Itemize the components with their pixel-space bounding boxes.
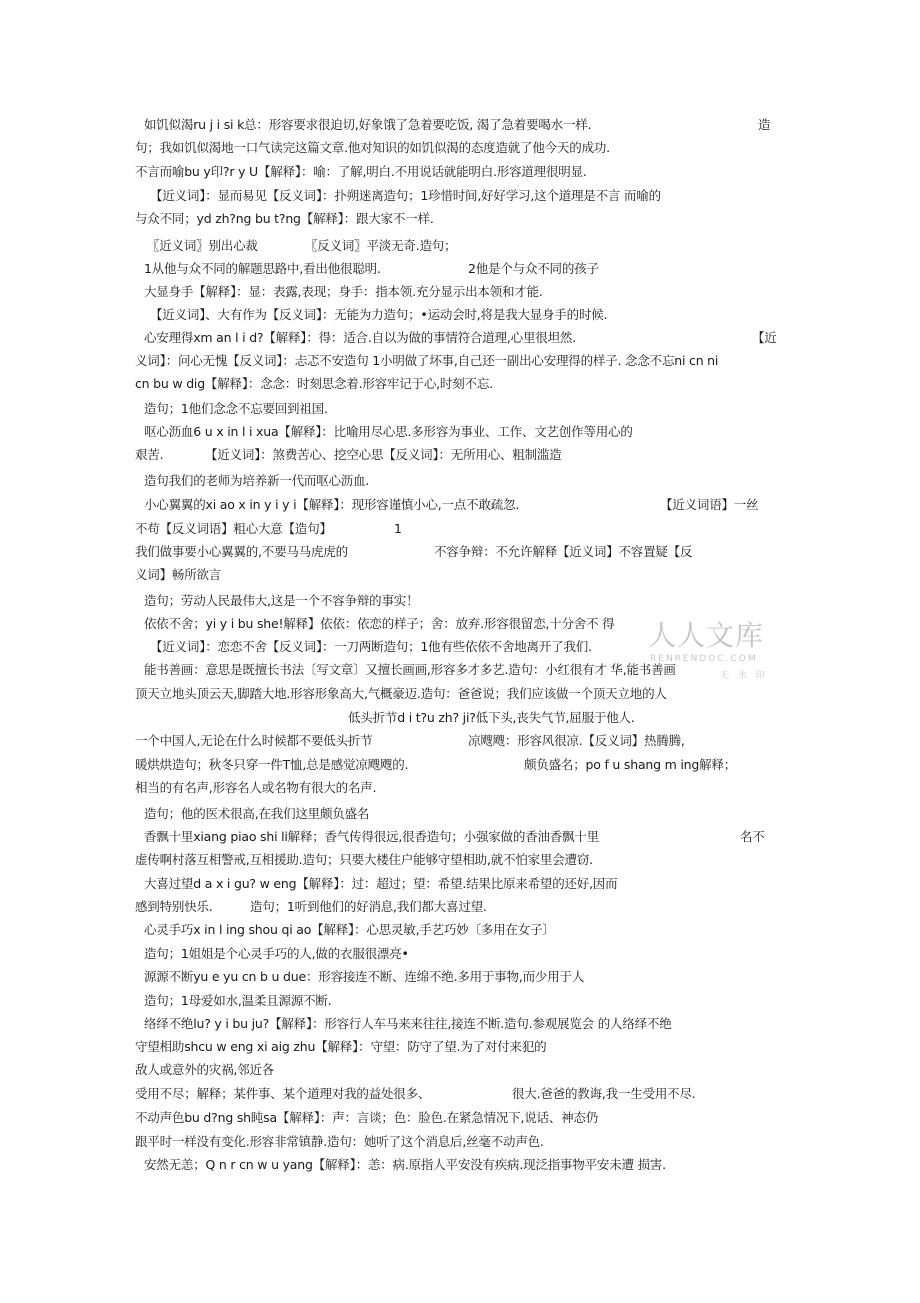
text-line: 敌人或意外的灾祸,邻近各 bbox=[135, 1062, 275, 1077]
text-line: 呕心沥血6 u x in l i xua【解释】：比喻用尽心思.多形容为事业、工作、文艺创作等用心的 bbox=[144, 424, 633, 439]
watermark-subtitle: 无 水 印 bbox=[720, 671, 768, 681]
text-line: 源源不断yu e yu cn b u due：形容接连不断、连绵不绝.多用于事物,而少用于人 bbox=[144, 969, 585, 984]
text-line: 相当的有名声,形容名人或名物有很大的名声. bbox=[135, 780, 377, 795]
text-line: 凉飕飕：形容风很凉.【反义词】热腾腾, bbox=[468, 733, 685, 748]
text-line: 能书善画：意思是既擅长书法〔写文章〕又擅长画画,形容多才多艺.造句：小红很有才 华,能书善画 bbox=[144, 662, 676, 677]
text-line: 不苟【反义词语】粗心大意【造句】 bbox=[135, 521, 332, 536]
text-line: 我们做事要小心翼翼的,不要马马虎虎的 bbox=[135, 544, 348, 559]
text-line: 义词】畅所欲言 bbox=[135, 567, 222, 582]
text-line: 一个中国人,无论在什么时候都不要低头折节 bbox=[135, 733, 373, 748]
text-line: 大喜过望d a x i gu? w eng【解释】：过：超过；望：希望.结果比原来希望的还好,因而 bbox=[144, 876, 618, 891]
text-line: 与众不同；yd zh?ng bu t?ng【解释】：跟大家不一样. bbox=[135, 211, 434, 226]
text-line: 【近 bbox=[752, 330, 777, 345]
text-line: 造句；1姐姐是个心灵手巧的人,做的衣服很漂亮• bbox=[144, 946, 409, 961]
text-line: 香飘十里xiang piao shi li解释；香气传得很远,很香造句；小强家做的香油香飘十里 bbox=[144, 829, 599, 844]
text-line: 造句；1听到他们的好消息,我们都大喜过望. bbox=[250, 899, 487, 914]
text-line: 【近义词】：恋恋不舍【反义词】：一刀两断造句；1他有些依依不舍地离开了我们. bbox=[150, 639, 592, 654]
text-line: 顶天立地头顶云天,脚踏大地.形容形象高大,气概豪迈.造句：爸爸说；我们应该做一个顶天立地的人 bbox=[135, 686, 667, 701]
text-line: 1 bbox=[394, 521, 402, 536]
text-line: 2他是个与众不同的孩子 bbox=[468, 261, 599, 276]
text-line: 大显身手【解释】：显：表露,表现；身手：指本领.充分显示出本领和才能. bbox=[144, 284, 543, 299]
text-line: 暖烘烘造句；秋冬只穿一件T恤,总是感觉凉飕飕的. bbox=[135, 757, 409, 772]
text-line: 句；我如饥似渴地一口气读完这篇文章.他对知识的如饥似渴的态度造就了他今天的成功. bbox=[135, 140, 610, 155]
text-line: 虚传啊村落互相警戒,互相援助.造句；只要大楼住户能够守望相助,就不怕家里会遭窃. bbox=[135, 852, 593, 867]
watermark-url: RENRENDOC.COM bbox=[650, 654, 758, 664]
text-line: 感到特别快乐. bbox=[135, 899, 213, 914]
text-line: 〖近义词〗别出心裁 bbox=[147, 238, 258, 253]
text-line: 不动声色bu d?ng sh盹sa【解释】：声：言谈；色：脸色.在紧急情况下,说话、神态仍 bbox=[135, 1110, 599, 1125]
text-line: 造句我们的老师为培养新一代而呕心沥血. bbox=[144, 473, 370, 488]
text-line: 造句；他的医术很高,在我们这里颇负盛名 bbox=[144, 806, 370, 821]
watermark-title: 人人文库 bbox=[648, 619, 765, 652]
text-line: 义词】：问心无愧【反义词】：忐忑不安造句 1小明做了坏事,自己还一副出心安理得的样子. 念念不忘ni cn ni bbox=[135, 353, 719, 368]
text-line: 1从他与众不同的解题思路中,看出他很聪明. bbox=[144, 261, 381, 276]
text-line: 不容争辩：不允许解释【近义词】不容置疑【反 bbox=[434, 544, 693, 559]
text-line: 低头折节d i t?u zh? ji?低下头,丧失气节,屈服于他人. bbox=[348, 710, 635, 725]
text-line: 依依不舍；yi y i bu she!解释】依依：依恋的样子；舍：放弃.形容很留恋,十分舍不 得 bbox=[144, 616, 615, 631]
text-line: 造句；1他们念念不忘要回到祖国. bbox=[144, 401, 328, 416]
text-line: 很大.爸爸的教诲,我一生受用不尽. bbox=[512, 1086, 696, 1101]
text-line: 【近义词】：煞费苦心、挖空心思【反义词】：无所用心、粗制滥造 bbox=[205, 447, 562, 462]
text-line: 艰苦. bbox=[135, 447, 164, 462]
watermark-logo bbox=[648, 620, 774, 684]
text-line: 跟平时一样没有变化.形容非常镇静.造句：她听了这个消息后,丝毫不动声色. bbox=[135, 1134, 544, 1149]
text-line: 【近义词】、大有作为【反义词】：无能为力造句；•运动会时,将是我大显身手的时候. bbox=[150, 307, 608, 322]
text-line: 造句；劳动人民最伟大,这是一个不容争辩的事实！ bbox=[144, 593, 419, 608]
text-line: 【近义词】：显而易见【反义词】：扑朔迷离造句；1珍惜时间,好好学习,这个道理是不言 而喻的 bbox=[150, 188, 661, 203]
text-line: 安然无恙；Q n r cn w u yang【解释】：恙：病.原指人平安没有疾病.现泛指事物平安未遭 损害. bbox=[144, 1157, 666, 1172]
text-line: 受用不尽；解释；某件事、某个道理对我的益处很多、 bbox=[135, 1086, 431, 1101]
text-line: 如饥似渴ru j i si k总：形容要求很迫切,好象饿了急着要吃饭, 渴了急着要喝水一样. bbox=[144, 117, 592, 132]
text-line: 心灵手巧x in l ing shou qi ao【解释】：心思灵敏,手艺巧妙〔多用在女子〕 bbox=[144, 922, 555, 937]
text-line: 络绎不绝lu? y i bu ju?【解释】：形容行人车马来来往往,接连不断.造句.参观展览会 的人络绎不绝 bbox=[144, 1016, 672, 1031]
text-line: 〖反义词〗平淡无奇.造句； bbox=[305, 238, 457, 253]
text-line: 心安理得xm an l i d?【解释】：得：适合.自以为做的事情符合道理,心里很坦然. bbox=[144, 330, 576, 345]
text-line: 【近义词语】一丝 bbox=[660, 497, 759, 512]
text-line: 小心翼翼的xi ao x in y i y i【解释】：现形容谨慎小心,一点不敢疏忽. bbox=[144, 497, 520, 512]
text-line: 名不 bbox=[740, 829, 765, 844]
text-line: 造句；1母爱如水,温柔且源源不断. bbox=[144, 993, 332, 1008]
text-line: 守望相助shcu w eng xi aig zhu【解释】：守望：防守了望.为了对付来犯的 bbox=[135, 1039, 547, 1054]
text-line: 造 bbox=[758, 117, 771, 132]
text-line: 颇负盛名；po f u shang m ing解释； bbox=[524, 757, 737, 772]
text-line: cn bu w dig【解释】：念念：时刻思念着.形容牢记于心,时刻不忘. bbox=[135, 376, 493, 391]
text-line: 不言而喻bu y印?r y U【解释】：喻：了解,明白.不用说话就能明白.形容道理很明显. bbox=[135, 164, 587, 179]
